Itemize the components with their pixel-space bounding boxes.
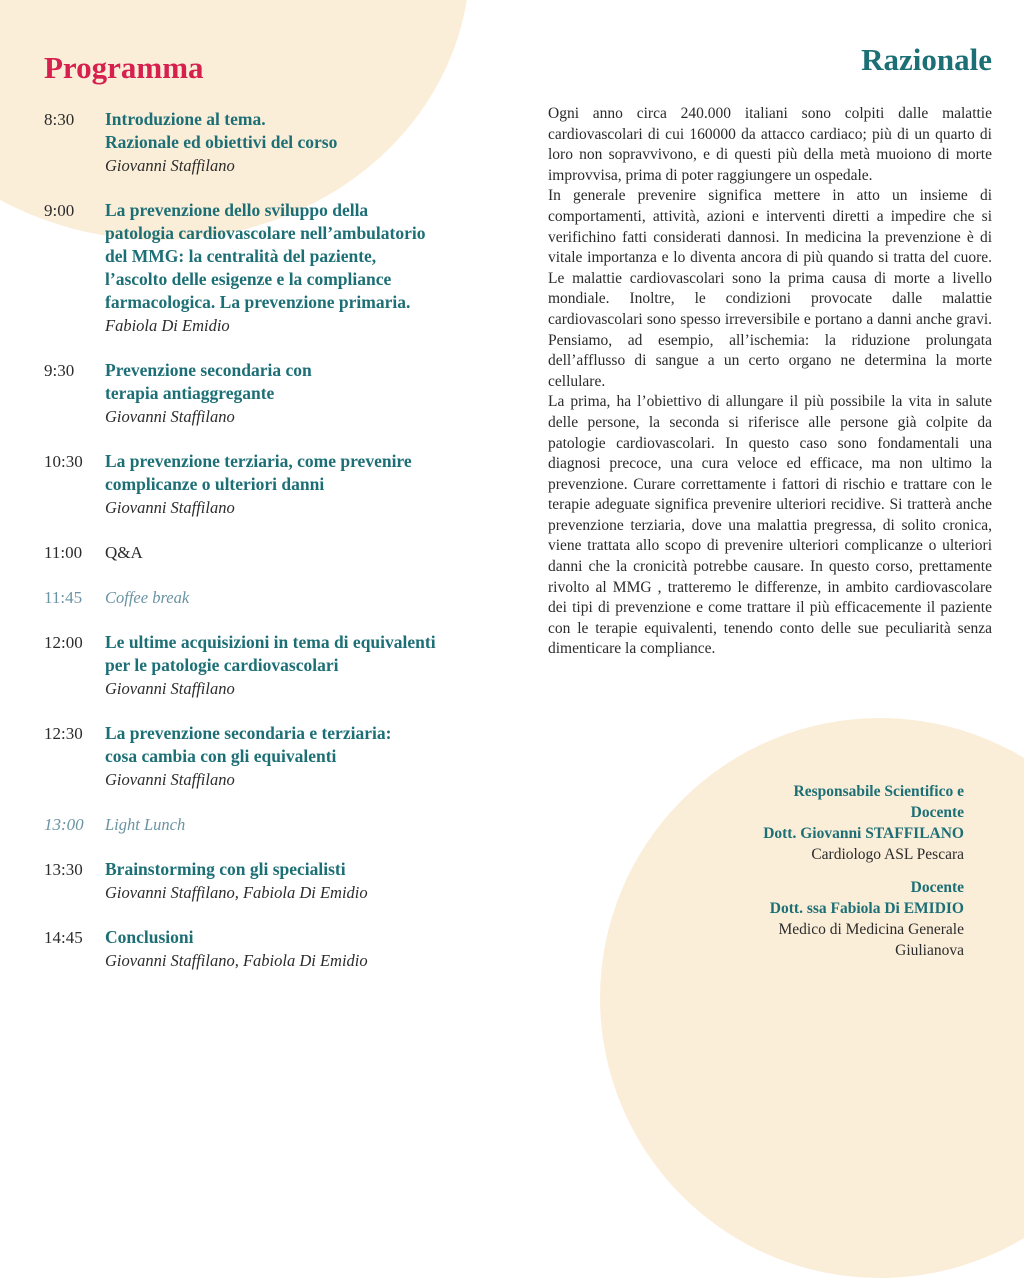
schedule-item xyxy=(44,813,484,836)
schedule-item xyxy=(44,586,484,609)
programma-section xyxy=(44,48,484,994)
session-title xyxy=(105,359,484,405)
session-title-line: Introduzione al tema. xyxy=(105,109,266,129)
schedule-body xyxy=(105,858,484,904)
schedule-item xyxy=(44,926,484,972)
session-title xyxy=(105,199,484,314)
schedule-item xyxy=(44,199,484,337)
schedule-time: 11:00 xyxy=(44,543,83,562)
schedule-body xyxy=(105,586,484,609)
faculty-affiliation: Medico di Medicina Generale xyxy=(778,921,964,938)
faculty-role: Responsabile Scientifico e xyxy=(793,783,964,800)
schedule-time: 13:30 xyxy=(44,860,83,879)
schedule-list xyxy=(44,108,484,972)
schedule-time: 12:30 xyxy=(44,724,83,743)
session-title-line: Prevenzione secondaria con xyxy=(105,360,312,380)
schedule-item xyxy=(44,359,484,428)
session-title-line: per le patologie cardiovascolari xyxy=(105,655,339,675)
schedule-body xyxy=(105,631,484,700)
session-speaker: Giovanni Staffilano xyxy=(105,679,235,698)
schedule-body xyxy=(105,813,484,836)
faculty-contacts xyxy=(634,781,964,973)
session-speaker: Giovanni Staffilano xyxy=(105,407,235,426)
session-title-line: Brainstorming con gli specialisti xyxy=(105,859,346,879)
schedule-item xyxy=(44,858,484,904)
faculty-name: Dott. Giovanni STAFFILANO xyxy=(763,825,964,842)
session-title-line: l’ascolto delle esigenze e la compliance xyxy=(105,269,392,289)
schedule-body xyxy=(105,926,484,972)
faculty-name: Dott. ssa Fabiola Di EMIDIO xyxy=(769,900,964,917)
schedule-body xyxy=(105,450,484,519)
schedule-time: 9:00 xyxy=(44,201,75,220)
razionale-section xyxy=(548,40,992,660)
break-label: Coffee break xyxy=(105,588,190,607)
session-title xyxy=(105,926,484,949)
session-speaker: Giovanni Staffilano xyxy=(105,770,235,789)
session-title-line: farmacologica. La prevenzione primaria. xyxy=(105,292,411,312)
session-title-line: complicanze o ulteriori danni xyxy=(105,474,325,494)
session-title-line: terapia antiaggregante xyxy=(105,383,275,403)
razionale-heading: Razionale xyxy=(861,42,992,77)
session-title-line: La prevenzione dello sviluppo della xyxy=(105,200,369,220)
faculty-member xyxy=(634,781,964,865)
schedule-item xyxy=(44,631,484,700)
faculty-role: Docente xyxy=(910,879,964,896)
faculty-role: Docente xyxy=(910,804,964,821)
razionale-paragraph: La prima, ha l’obiettivo di allungare il più possibile la vita in salute delle persone, la seconda si riferisce alle persone già colpite da patologie cardiovascolari. In questo caso sono fondamentali una diagnosi precoce, una cura veloce ed efficace, ma non ultimo la prevenzione. Curare correttamente i fattori di rischio e trattare con le terapie adeguate significa prevenire ulteriori recidive. Si tratterà anche prevenzione terziaria, dove una malattia pregressa, di solito cronica, viene trattata allo scopo di prevenire ulteriori complicanze o ulteriori danni che la cronicità potrebbe causare. In questo corso, prettamente rivolto al MMG , tratteremo le differenze, in ambito cardiovascolare dei tipi di prevenzione e come trattare il più efficacemente il paziente con le terapie equivalenti, tenendo conto delle sue peculiarità senza dimenticare la compliance. xyxy=(548,393,992,658)
razionale-paragraph: In generale prevenire significa mettere in atto un insieme di comportamenti, attività, azioni e interventi diretti a impedire che si verifichino fatti considerati dannosi. In medicina la prevenzione è di vitale importanza e lo diventa ancora di più quando si tratta del cuore. Le malattie cardiovascolari sono la prima causa di morte a livello mondiale. Inoltre, le condizioni provocate dalle malattie cardiovascolari sono spesso irreversibile e portano a danni anche gravi. Pensiamo, ad esempio, all’ischemia: la riduzione prolungata dell’afflusso di sangue a un certo organo ne determina la morte cellulare. xyxy=(548,187,992,390)
session-title-line: del MMG: la centralità del paziente, xyxy=(105,246,377,266)
faculty-affiliation: Cardiologo ASL Pescara xyxy=(811,846,964,863)
session-title-line: La prevenzione secondaria e terziaria: xyxy=(105,723,392,743)
session-title-line: patologia cardiovascolare nell’ambulatorio xyxy=(105,223,426,243)
schedule-time: 13:00 xyxy=(44,815,84,834)
schedule-time: 11:45 xyxy=(44,588,83,607)
break-label: Light Lunch xyxy=(105,815,186,834)
schedule-time: 8:30 xyxy=(44,110,75,129)
schedule-item xyxy=(44,722,484,791)
session-title xyxy=(105,450,484,496)
razionale-paragraph: Ogni anno circa 240.000 italiani sono colpiti dalle malattie cardiovascolari di cui 160000 da attacco cardiaco; più di un quarto di loro non sopravvivono, e di questi più della metà muoiono di morte improvvisa, prima di poter raggiungere un ospedale. xyxy=(548,105,992,184)
session-title xyxy=(105,722,484,768)
session-title-line: Conclusioni xyxy=(105,927,194,947)
session-title-line: Razionale ed obiettivi del corso xyxy=(105,132,338,152)
session-speaker: Giovanni Staffilano, Fabiola Di Emidio xyxy=(105,951,368,970)
session-speaker: Giovanni Staffilano xyxy=(105,498,235,517)
session-title-line: La prevenzione terziaria, come prevenire xyxy=(105,451,412,471)
session-label: Q&A xyxy=(105,543,143,562)
session-speaker: Fabiola Di Emidio xyxy=(105,316,230,335)
faculty-member xyxy=(634,877,964,961)
session-speaker: Giovanni Staffilano, Fabiola Di Emidio xyxy=(105,883,368,902)
schedule-item xyxy=(44,108,484,177)
schedule-body xyxy=(105,359,484,428)
schedule-time: 10:30 xyxy=(44,452,83,471)
schedule-time: 12:00 xyxy=(44,633,83,652)
schedule-body xyxy=(105,722,484,791)
session-title-line: cosa cambia con gli equivalenti xyxy=(105,746,337,766)
session-speaker: Giovanni Staffilano xyxy=(105,156,235,175)
schedule-body xyxy=(105,541,484,564)
session-title xyxy=(105,858,484,881)
session-title-line: Le ultime acquisizioni in tema di equivalenti xyxy=(105,632,436,652)
schedule-time: 14:45 xyxy=(44,928,83,947)
schedule-body xyxy=(105,199,484,337)
schedule-item xyxy=(44,450,484,519)
schedule-item xyxy=(44,541,484,564)
schedule-body xyxy=(105,108,484,177)
faculty-affiliation: Giulianova xyxy=(895,942,964,959)
programma-heading: Programma xyxy=(44,50,204,85)
session-title xyxy=(105,108,484,154)
session-title xyxy=(105,631,484,677)
schedule-time: 9:30 xyxy=(44,361,75,380)
